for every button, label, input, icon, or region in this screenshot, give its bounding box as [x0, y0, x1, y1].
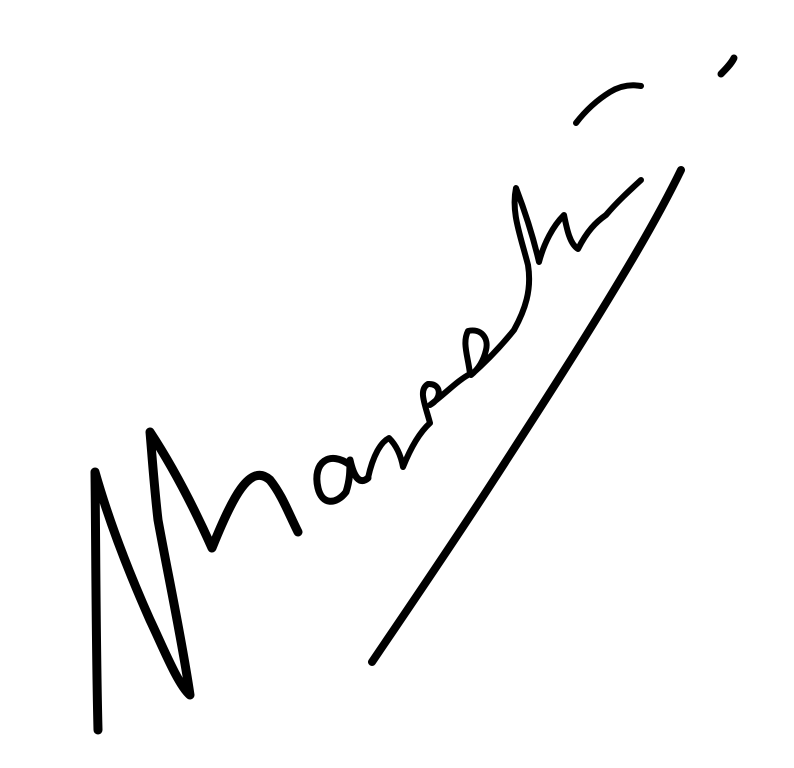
signature-stroke-m [95, 432, 298, 730]
signature-ink [95, 58, 734, 730]
signature-stroke-a [317, 458, 368, 501]
signature-stroke-dot [721, 58, 734, 74]
signature-stroke-diagonal [372, 170, 681, 662]
signature-stroke-topline [576, 85, 641, 123]
signature-stroke-letters [368, 180, 641, 478]
